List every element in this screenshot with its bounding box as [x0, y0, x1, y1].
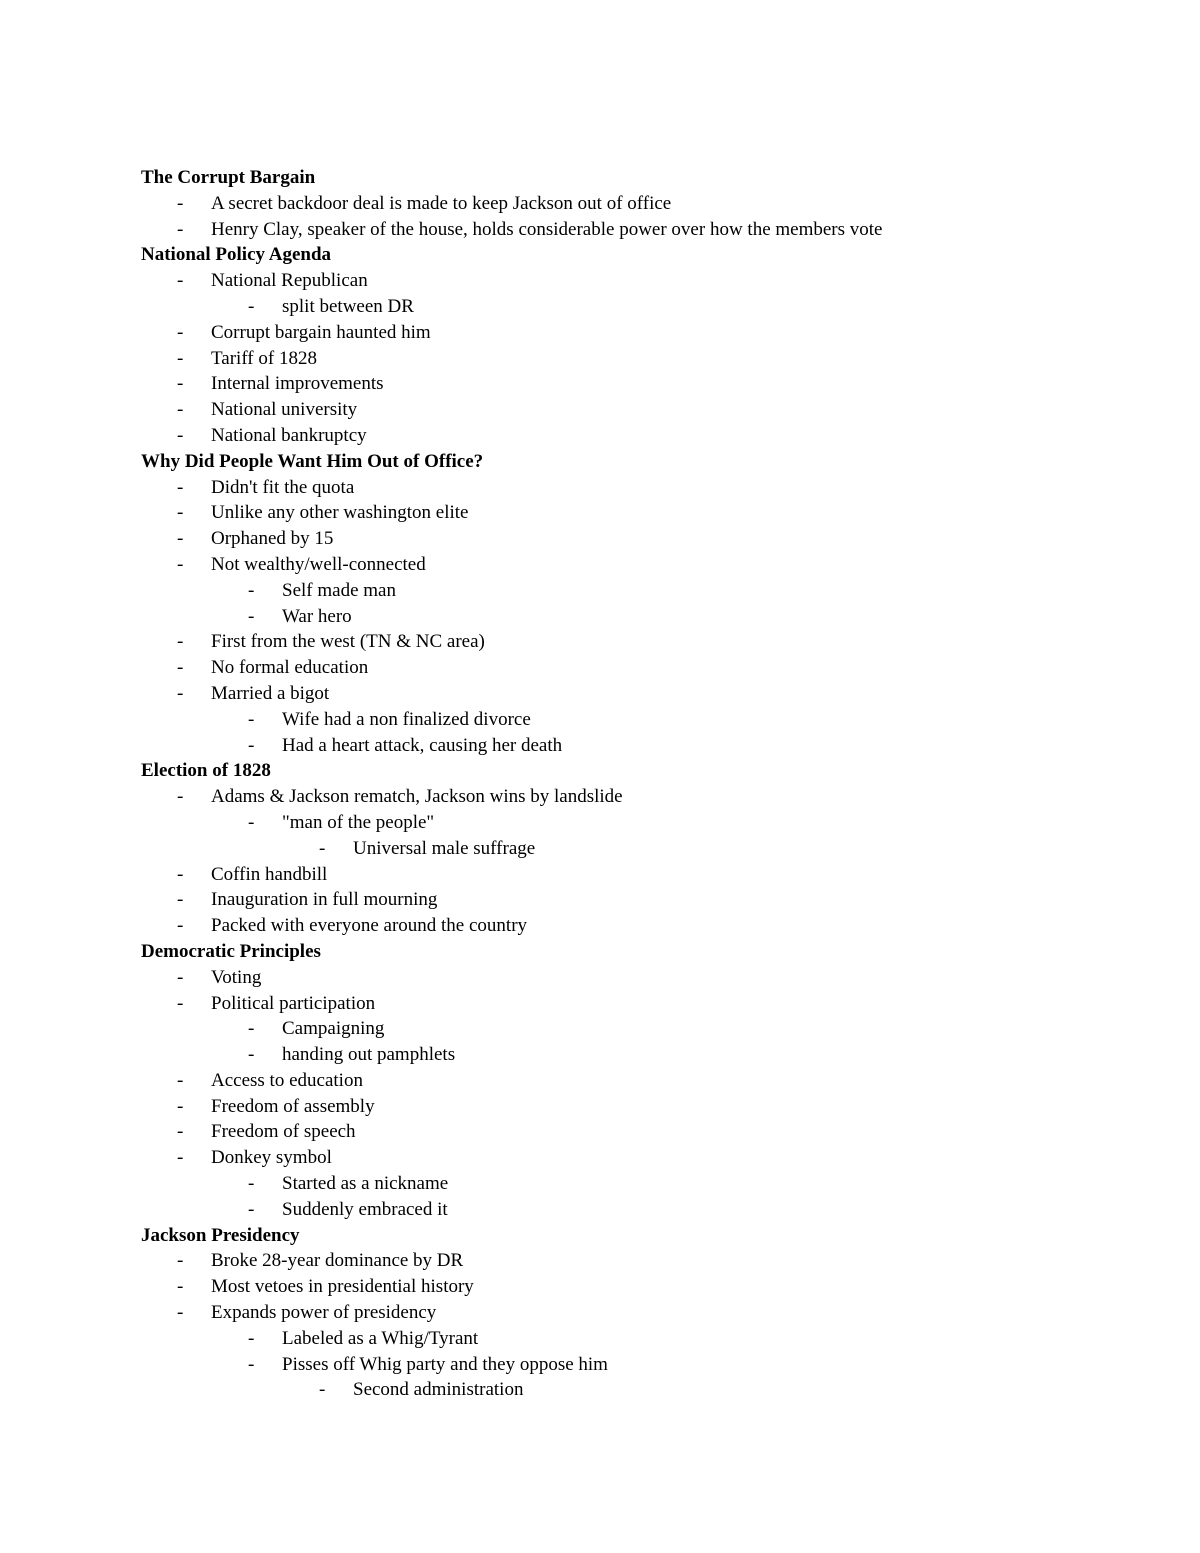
dash-bullet-marker: -	[248, 605, 255, 627]
bullet-item-level-2	[141, 1352, 1141, 1378]
dash-bullet-marker: -	[177, 786, 184, 808]
bullet-item-level-1	[141, 1300, 1141, 1326]
dash-bullet-marker: -	[177, 1250, 184, 1272]
bullet-text: National Republican	[211, 270, 368, 292]
bullet-text: Political participation	[211, 992, 376, 1014]
dash-bullet-marker: -	[248, 1018, 255, 1040]
bullet-text: Second administration	[353, 1379, 524, 1401]
dash-bullet-marker: -	[248, 1327, 255, 1349]
bullet-item-level-2	[141, 707, 1141, 733]
dash-bullet-marker: -	[248, 579, 255, 601]
bullet-text: Didn't fit the quota	[211, 476, 355, 498]
bullet-item-level-1	[141, 655, 1141, 681]
bullet-text: Self made man	[282, 579, 396, 601]
bullet-item-level-1	[141, 784, 1141, 810]
bullet-item-level-2	[141, 1171, 1141, 1197]
bullet-item-level-1	[141, 1094, 1141, 1120]
bullet-item-level-2	[141, 810, 1141, 836]
bullet-text: National bankruptcy	[211, 424, 367, 446]
bullet-text: Pisses off Whig party and they oppose him	[282, 1353, 608, 1375]
bullet-item-level-1	[141, 371, 1141, 397]
bullet-item-level-1	[141, 475, 1141, 501]
dash-bullet-marker: -	[177, 476, 184, 498]
bullet-text: Freedom of speech	[211, 1121, 356, 1143]
dash-bullet-marker: -	[177, 502, 184, 524]
bullet-item-level-1	[141, 1274, 1141, 1300]
bullet-text: First from the west (TN & NC area)	[211, 631, 485, 653]
bullet-item-level-1	[141, 913, 1141, 939]
bullet-item-level-1	[141, 1145, 1141, 1171]
section-heading: Democratic Principles	[141, 940, 321, 962]
dash-bullet-marker: -	[248, 1353, 255, 1375]
section-heading: Why Did People Want Him Out of Office?	[141, 450, 484, 472]
dash-bullet-marker: -	[248, 708, 255, 730]
bullet-item-level-1	[141, 217, 1141, 243]
section-heading: The Corrupt Bargain	[141, 167, 316, 188]
dash-bullet-marker: -	[319, 1379, 326, 1401]
bullet-text: A secret backdoor deal is made to keep Jackson out of office	[211, 192, 672, 214]
dash-bullet-marker: -	[177, 1069, 184, 1091]
bullet-item-level-1	[141, 681, 1141, 707]
bullet-item-level-1	[141, 423, 1141, 449]
bullet-text: split between DR	[282, 295, 414, 317]
bullet-text: Packed with everyone around the country	[211, 915, 528, 937]
dash-bullet-marker: -	[177, 399, 184, 421]
bullet-text: Started as a nickname	[282, 1173, 449, 1195]
bullet-item-level-1	[141, 526, 1141, 552]
bullet-text: Labeled as a Whig/Tyrant	[282, 1327, 479, 1349]
bullet-item-level-1	[141, 862, 1141, 888]
bullet-text: Broke 28-year dominance by DR	[211, 1250, 464, 1272]
bullet-text: National university	[211, 399, 358, 421]
dash-bullet-marker: -	[177, 631, 184, 653]
bullet-item-level-1	[141, 991, 1141, 1017]
bullet-text: Wife had a non finalized divorce	[282, 708, 531, 730]
bullet-item-level-2	[141, 1326, 1141, 1352]
dash-bullet-marker: -	[248, 811, 255, 833]
dash-bullet-marker: -	[177, 1095, 184, 1117]
bullet-text: Internal improvements	[211, 373, 384, 395]
bullet-item-level-2	[141, 1197, 1141, 1223]
dash-bullet-marker: -	[177, 863, 184, 885]
bullet-item-level-1	[141, 191, 1141, 217]
bullet-item-level-2	[141, 1042, 1141, 1068]
bullet-item-level-1	[141, 552, 1141, 578]
section-heading: National Policy Agenda	[141, 244, 332, 266]
dash-bullet-marker: -	[177, 1147, 184, 1169]
dash-bullet-marker: -	[177, 966, 184, 988]
bullet-text: Suddenly embraced it	[282, 1198, 448, 1220]
dash-bullet-marker: -	[177, 1302, 184, 1324]
bullet-item-level-1	[141, 1119, 1141, 1145]
dash-bullet-marker: -	[177, 1121, 184, 1143]
bullet-item-level-1	[141, 397, 1141, 423]
dash-bullet-marker: -	[177, 321, 184, 343]
dash-bullet-marker: -	[177, 1276, 184, 1298]
bullet-text: Voting	[211, 966, 262, 988]
bullet-text: handing out pamphlets	[282, 1044, 456, 1066]
dash-bullet-marker: -	[177, 992, 184, 1014]
bullet-text: Access to education	[211, 1069, 363, 1091]
bullet-item-level-1	[141, 629, 1141, 655]
bullet-item-level-2	[141, 733, 1141, 759]
dash-bullet-marker: -	[248, 1173, 255, 1195]
bullet-text: Freedom of assembly	[211, 1095, 375, 1117]
dash-bullet-marker: -	[248, 295, 255, 317]
dash-bullet-marker: -	[177, 373, 184, 395]
dash-bullet-marker: -	[248, 1198, 255, 1220]
bullet-text: Donkey symbol	[211, 1147, 332, 1169]
bullet-text: Tariff of 1828	[211, 347, 317, 369]
dash-bullet-marker: -	[248, 734, 255, 756]
bullet-item-level-1	[141, 346, 1141, 372]
bullet-item-level-2	[141, 604, 1141, 630]
bullet-text: Orphaned by 15	[211, 528, 334, 550]
bullet-text: Inauguration in full mourning	[211, 889, 438, 911]
dash-bullet-marker: -	[177, 657, 184, 679]
section-heading: Election of 1828	[141, 760, 271, 782]
bullet-item-level-1	[141, 268, 1141, 294]
dash-bullet-marker: -	[319, 837, 326, 859]
bullet-text: Had a heart attack, causing her death	[282, 734, 563, 756]
dash-bullet-marker: -	[177, 528, 184, 550]
bullet-text: Universal male suffrage	[353, 837, 536, 859]
bullet-item-level-2	[141, 294, 1141, 320]
dash-bullet-marker: -	[177, 682, 184, 704]
bullet-text: Most vetoes in presidential history	[211, 1276, 474, 1298]
bullet-text: Coffin handbill	[211, 863, 328, 885]
bullet-text: Unlike any other washington elite	[211, 502, 469, 524]
bullet-item-level-2	[141, 578, 1141, 604]
bullet-text: Married a bigot	[211, 682, 330, 704]
bullet-text: Not wealthy/well-connected	[211, 553, 426, 575]
section-heading: Jackson Presidency	[141, 1224, 300, 1246]
dash-bullet-marker: -	[177, 347, 184, 369]
dash-bullet-marker: -	[177, 424, 184, 446]
bullet-item-level-1	[141, 320, 1141, 346]
dash-bullet-marker: -	[177, 270, 184, 292]
bullet-text: Corrupt bargain haunted him	[211, 321, 431, 343]
bullet-text: War hero	[282, 605, 352, 627]
bullet-text: Adams & Jackson rematch, Jackson wins by landslide	[211, 786, 623, 808]
bullet-text: No formal education	[211, 657, 369, 679]
bullet-item-level-1	[141, 500, 1141, 526]
bullet-item-level-2	[141, 1016, 1141, 1042]
notes-body	[141, 165, 1141, 1403]
dash-bullet-marker: -	[177, 915, 184, 937]
bullet-text: Henry Clay, speaker of the house, holds considerable power over how the members vote	[211, 218, 883, 240]
bullet-item-level-1	[141, 965, 1141, 991]
dash-bullet-marker: -	[177, 218, 184, 240]
bullet-item-level-1	[141, 1248, 1141, 1274]
dash-bullet-marker: -	[177, 553, 184, 575]
bullet-text: Expands power of presidency	[211, 1302, 437, 1324]
dash-bullet-marker: -	[177, 192, 184, 214]
bullet-item-level-1	[141, 887, 1141, 913]
bullet-text: Campaigning	[282, 1018, 385, 1040]
bullet-text: "man of the people"	[282, 811, 435, 833]
bullet-item-level-3	[141, 836, 1141, 862]
bullet-item-level-1	[141, 1068, 1141, 1094]
dash-bullet-marker: -	[248, 1044, 255, 1066]
dash-bullet-marker: -	[177, 889, 184, 911]
bullet-item-level-3	[141, 1377, 1141, 1403]
